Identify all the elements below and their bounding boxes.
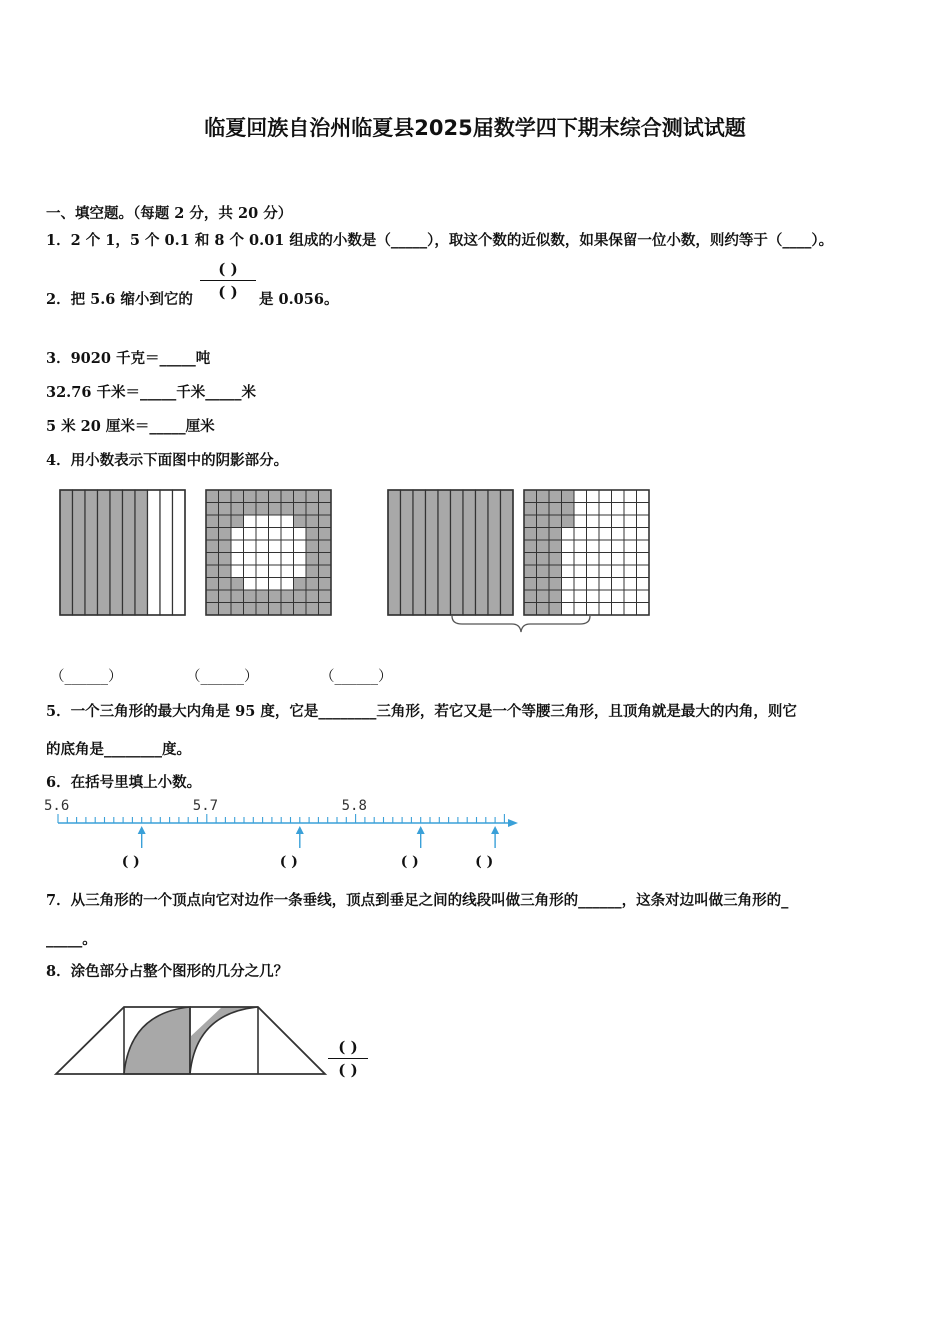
grid-cell — [612, 528, 625, 541]
grid-cell — [599, 578, 612, 591]
grid-cell — [537, 528, 550, 541]
grid-cell — [562, 578, 575, 591]
strip-cell — [135, 490, 148, 615]
answer-blank: ( ) — [400, 854, 419, 870]
grid-cell — [624, 590, 637, 603]
fraction-bar — [328, 1058, 368, 1059]
grid-cell — [574, 603, 587, 616]
grid-cell — [612, 503, 625, 516]
fraction-numerator: ( ) — [338, 1038, 358, 1056]
grid-cell — [549, 565, 562, 578]
grid-cell — [319, 540, 332, 553]
grid-cell — [219, 603, 232, 616]
grid-cell — [574, 528, 587, 541]
grid-cell — [219, 590, 232, 603]
pointer-arrowhead — [138, 826, 146, 834]
question-4: 4．用小数表示下面图中的阴影部分。 — [46, 452, 289, 469]
grid-cell — [231, 553, 244, 566]
grid-cell — [231, 590, 244, 603]
strip-cell — [98, 490, 111, 615]
grid-cell — [219, 515, 232, 528]
grid-cell — [562, 540, 575, 553]
question-2-prefix: 2．把 5.6 缩小到它的 — [46, 291, 193, 308]
grid-cell — [562, 490, 575, 503]
grid-cell — [624, 540, 637, 553]
grid-cell — [206, 503, 219, 516]
question-5-line-2: 的底角是________度。 — [46, 741, 191, 758]
answer-blank-2: （______） — [186, 669, 259, 685]
grid-cell — [637, 540, 650, 553]
grid-cell — [637, 590, 650, 603]
grid-cell — [256, 565, 269, 578]
grid-cell — [281, 540, 294, 553]
grid-cell — [537, 503, 550, 516]
grid-cell — [281, 553, 294, 566]
grid-cell — [612, 490, 625, 503]
strip-cell — [388, 490, 401, 615]
grid-cell — [524, 503, 537, 516]
grid-cell — [269, 553, 282, 566]
strip-cell — [438, 490, 451, 615]
grid-cell — [624, 553, 637, 566]
grid-cell — [637, 603, 650, 616]
strip-cell — [85, 490, 98, 615]
grid-cell — [269, 565, 282, 578]
fraction-denominator: ( ) — [218, 283, 238, 301]
grid-cell — [269, 528, 282, 541]
grid-cell — [244, 603, 257, 616]
grid-cell — [206, 540, 219, 553]
grid-cell — [612, 590, 625, 603]
grid-cell — [574, 490, 587, 503]
grid-cell — [587, 503, 600, 516]
pointer-arrowhead — [417, 826, 425, 834]
strip-cell — [173, 490, 186, 615]
grid-cell — [306, 490, 319, 503]
grid-cell — [281, 603, 294, 616]
pointer-arrowhead — [491, 826, 499, 834]
question-8-fraction — [328, 1038, 368, 1079]
grid-cell — [624, 565, 637, 578]
question-6: 6．在括号里填上小数。 — [46, 774, 202, 791]
question-3-line-1: 3．9020 千克＝_____吨 — [46, 350, 211, 367]
grid-cell — [244, 578, 257, 591]
strip-cell — [476, 490, 489, 615]
strip-cell — [451, 490, 464, 615]
grid-cell — [256, 490, 269, 503]
grid-cell — [587, 603, 600, 616]
grid-cell — [587, 540, 600, 553]
grid-cell — [574, 540, 587, 553]
grid-cell — [206, 515, 219, 528]
grid-cell — [562, 528, 575, 541]
grid-cell — [599, 603, 612, 616]
grid-cell — [562, 503, 575, 516]
grid-cell — [306, 578, 319, 591]
grid-cell — [231, 603, 244, 616]
grid-cell — [319, 528, 332, 541]
brace — [452, 616, 590, 632]
grid-cell — [306, 590, 319, 603]
grid-cell — [624, 515, 637, 528]
grid-cell — [319, 565, 332, 578]
grid-cell — [574, 565, 587, 578]
grid-cell — [256, 503, 269, 516]
grid-cell — [637, 528, 650, 541]
grid-cell — [549, 490, 562, 503]
grid-cell — [294, 540, 307, 553]
fraction-numerator: ( ) — [218, 260, 238, 278]
grid-cell — [256, 515, 269, 528]
strip-cell — [60, 490, 73, 615]
strip-cell — [73, 490, 86, 615]
grid-cell — [206, 603, 219, 616]
grid-cell — [244, 528, 257, 541]
grid-cell — [219, 578, 232, 591]
grid-cell — [637, 503, 650, 516]
grid-cell — [612, 515, 625, 528]
grid-cell — [319, 553, 332, 566]
grid-cell — [549, 540, 562, 553]
grid-cell — [549, 503, 562, 516]
grid-cell — [524, 490, 537, 503]
grid-cell — [206, 565, 219, 578]
grid-cell — [219, 540, 232, 553]
grid-cell — [231, 503, 244, 516]
grid-cell — [624, 578, 637, 591]
grid-cell — [294, 553, 307, 566]
grid-cell — [612, 603, 625, 616]
strip-cell — [401, 490, 414, 615]
grid-cell — [281, 515, 294, 528]
grid-cell — [294, 528, 307, 541]
grid-cell — [524, 515, 537, 528]
figure-2 — [206, 490, 331, 615]
grid-cell — [624, 528, 637, 541]
grid-cell — [281, 528, 294, 541]
question-1: 1．2 个 1，5 个 0.1 和 8 个 0.01 组成的小数是（_____），取这个数的近似数，如果保留一位小数，则约等于（____）。 — [46, 232, 834, 249]
figure-4 — [524, 490, 649, 615]
grid-cell — [612, 553, 625, 566]
grid-cell — [206, 590, 219, 603]
question-7-line-2: _____。 — [46, 931, 97, 948]
grid-cell — [587, 565, 600, 578]
grid-cell — [256, 603, 269, 616]
grid-cell — [306, 553, 319, 566]
grid-cell — [244, 515, 257, 528]
grid-cell — [549, 578, 562, 591]
grid-cell — [269, 578, 282, 591]
grid-cell — [219, 490, 232, 503]
grid-cell — [244, 590, 257, 603]
grid-cell — [231, 565, 244, 578]
grid-cell — [524, 528, 537, 541]
grid-cell — [587, 515, 600, 528]
grid-cell — [294, 603, 307, 616]
figure-1 — [60, 490, 185, 615]
grid-cell — [269, 490, 282, 503]
grid-cell — [599, 528, 612, 541]
grid-cell — [624, 503, 637, 516]
grid-cell — [231, 490, 244, 503]
grid-cell — [537, 515, 550, 528]
question-2-suffix: 是 0.056。 — [259, 291, 339, 308]
grid-cell — [281, 578, 294, 591]
grid-cell — [244, 490, 257, 503]
tick-label: 5.6 — [44, 798, 70, 814]
grid-cell — [599, 540, 612, 553]
grid-cell — [256, 590, 269, 603]
grid-cell — [637, 553, 650, 566]
strip-cell — [123, 490, 136, 615]
grid-cell — [524, 578, 537, 591]
grid-cell — [231, 578, 244, 591]
answer-blank: ( ) — [475, 854, 494, 870]
section-heading: 一、填空题。（每题 2 分，共 20 分） — [46, 205, 293, 222]
grid-cell — [306, 540, 319, 553]
grid-cell — [244, 503, 257, 516]
grid-cell — [306, 528, 319, 541]
grid-cell — [219, 565, 232, 578]
grid-cell — [587, 578, 600, 591]
grid-cell — [574, 515, 587, 528]
grid-cell — [562, 553, 575, 566]
grid-cell — [637, 490, 650, 503]
grid-cell — [206, 528, 219, 541]
grid-cell — [537, 565, 550, 578]
strip-cell — [426, 490, 439, 615]
grid-cell — [256, 528, 269, 541]
grid-cell — [562, 565, 575, 578]
grid-cell — [587, 590, 600, 603]
grid-cell — [549, 603, 562, 616]
grid-cell — [306, 565, 319, 578]
grid-cell — [269, 603, 282, 616]
grid-cell — [294, 503, 307, 516]
grid-cell — [319, 515, 332, 528]
strip-cell — [488, 490, 501, 615]
grid-cell — [256, 578, 269, 591]
figure-3 — [388, 490, 513, 615]
grid-cell — [537, 540, 550, 553]
grid-cell — [294, 590, 307, 603]
grid-cell — [269, 540, 282, 553]
question-8: 8．涂色部分占整个图形的几分之几？ — [46, 963, 289, 980]
grid-cell — [206, 578, 219, 591]
grid-cell — [574, 578, 587, 591]
answer-blank-3: （______） — [320, 669, 393, 685]
grid-cell — [562, 603, 575, 616]
grid-cell — [319, 490, 332, 503]
grid-cell — [306, 503, 319, 516]
grid-cell — [537, 490, 550, 503]
grid-cell — [231, 515, 244, 528]
grid-cell — [549, 528, 562, 541]
number-line — [44, 798, 518, 870]
grid-cell — [537, 590, 550, 603]
grid-cell — [549, 590, 562, 603]
grid-cell — [549, 553, 562, 566]
grid-cell — [537, 578, 550, 591]
grid-cell — [562, 590, 575, 603]
grid-cell — [219, 528, 232, 541]
grid-cell — [637, 515, 650, 528]
grid-cell — [319, 603, 332, 616]
grid-cell — [269, 503, 282, 516]
grid-cell — [574, 553, 587, 566]
grid-cell — [637, 578, 650, 591]
strip-cell — [463, 490, 476, 615]
pointer-arrowhead — [296, 826, 304, 834]
grid-cell — [574, 503, 587, 516]
grid-cell — [599, 490, 612, 503]
grid-cell — [524, 540, 537, 553]
grid-cell — [549, 515, 562, 528]
grid-cell — [294, 565, 307, 578]
grid-cell — [537, 553, 550, 566]
shaded-region-1 — [124, 1007, 190, 1074]
grid-cell — [206, 490, 219, 503]
grid-cell — [587, 490, 600, 503]
strip-cell — [501, 490, 514, 615]
question-4-figures — [60, 490, 649, 615]
grid-cell — [612, 578, 625, 591]
grid-cell — [281, 565, 294, 578]
grid-cell — [281, 490, 294, 503]
grid-cell — [256, 553, 269, 566]
question-7-line-1: 7．从三角形的一个顶点向它对边作一条垂线，顶点到垂足之间的线段叫做三角形的______，这条对边叫做三角形的_ — [46, 892, 789, 909]
grid-cell — [206, 553, 219, 566]
grid-cell — [524, 553, 537, 566]
strip-cell — [413, 490, 426, 615]
answer-blank-1: （______） — [50, 669, 123, 685]
grid-cell — [599, 515, 612, 528]
grid-cell — [624, 490, 637, 503]
grid-cell — [219, 553, 232, 566]
grid-cell — [269, 515, 282, 528]
grid-cell — [319, 578, 332, 591]
question-3-line-2: 32.76 千米＝_____千米_____米 — [46, 384, 256, 401]
tick-label: 5.8 — [341, 798, 367, 814]
arc — [190, 1007, 258, 1074]
grid-cell — [587, 528, 600, 541]
grid-cell — [306, 603, 319, 616]
trapezoid-figure — [56, 1007, 325, 1074]
grid-cell — [537, 603, 550, 616]
grid-cell — [281, 503, 294, 516]
grid-cell — [306, 515, 319, 528]
grid-cell — [562, 515, 575, 528]
grid-cell — [294, 490, 307, 503]
grid-cell — [294, 515, 307, 528]
grid-cell — [256, 540, 269, 553]
grid-cell — [524, 590, 537, 603]
grid-cell — [599, 590, 612, 603]
grid-cell — [319, 503, 332, 516]
grid-cell — [637, 565, 650, 578]
question-3-line-3: 5 米 20 厘米＝_____厘米 — [46, 418, 215, 435]
page-title: 临夏回族自治州临夏县2025届数学四下期末综合测试试题 — [204, 116, 746, 140]
fraction-denominator: ( ) — [338, 1061, 358, 1079]
grid-cell — [294, 578, 307, 591]
grid-cell — [524, 565, 537, 578]
axis-arrowhead — [508, 819, 518, 827]
grid-cell — [269, 590, 282, 603]
answer-blank: ( ) — [279, 854, 298, 870]
grid-cell — [219, 503, 232, 516]
grid-cell — [574, 590, 587, 603]
grid-cell — [612, 565, 625, 578]
strip-cell — [110, 490, 123, 615]
grid-cell — [231, 528, 244, 541]
grid-cell — [319, 590, 332, 603]
grid-cell — [599, 565, 612, 578]
grid-cell — [244, 565, 257, 578]
strip-cell — [148, 490, 161, 615]
grid-cell — [599, 553, 612, 566]
grid-cell — [231, 540, 244, 553]
grid-cell — [612, 540, 625, 553]
grid-cell — [624, 603, 637, 616]
grid-cell — [587, 553, 600, 566]
strip-cell — [160, 490, 173, 615]
grid-cell — [244, 553, 257, 566]
grid-cell — [524, 603, 537, 616]
grid-cell — [244, 540, 257, 553]
grid-cell — [599, 503, 612, 516]
grid-cell — [281, 590, 294, 603]
question-5-line-1: 5．一个三角形的最大内角是 95 度，它是________三角形，若它又是一个等腰三角形，且顶角就是最大的内角，则它 — [46, 703, 797, 720]
answer-blank: ( ) — [121, 854, 140, 870]
tick-label: 5.7 — [192, 798, 219, 814]
